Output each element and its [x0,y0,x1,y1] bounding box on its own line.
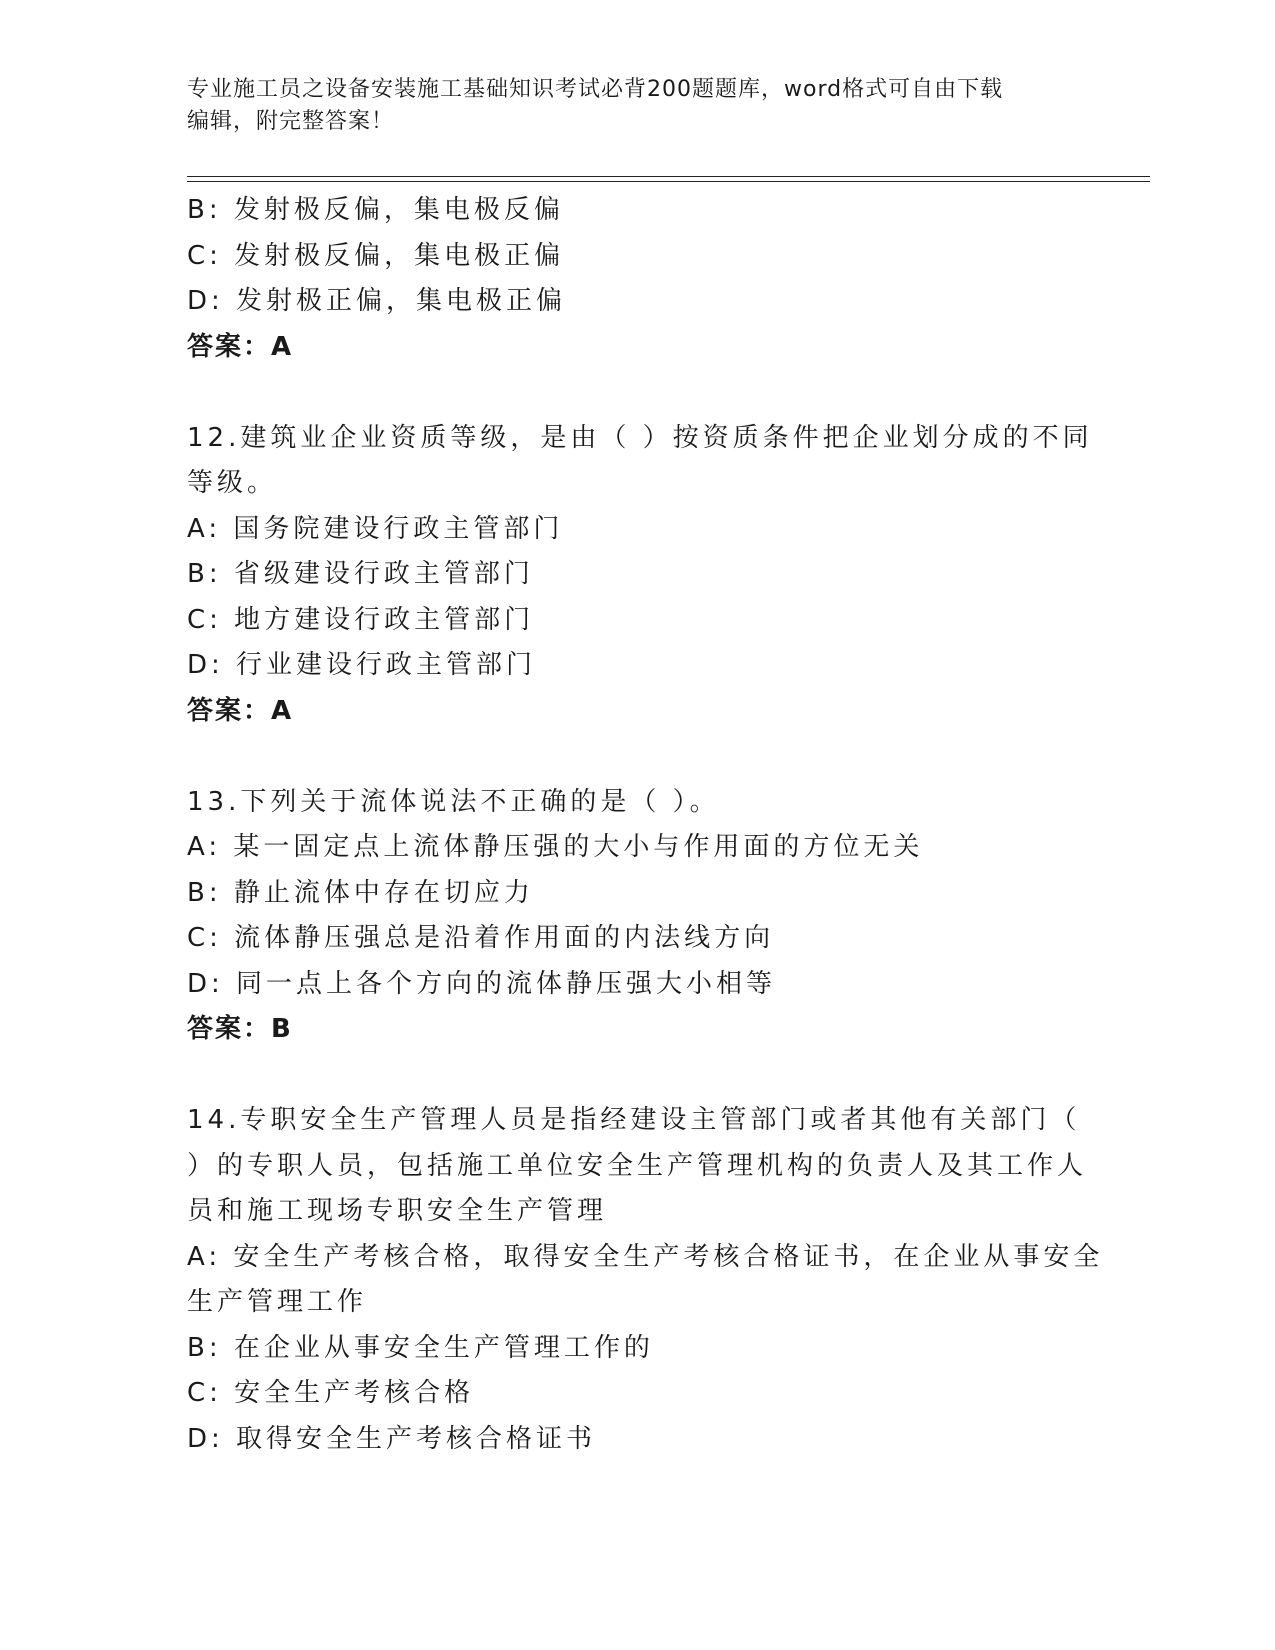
question-stem: 员和施工现场专职安全生产管理 [187,1196,608,1226]
option-c: C: 地方建设行政主管部门 [187,604,535,635]
question-13 [187,780,1087,1053]
option-c: C: 流体静压强总是沿着作用面的内法线方向 [187,923,775,953]
header-divider-bottom [187,181,1150,182]
option-d: D: 行业建设行政主管部门 [187,650,537,680]
option-b: B: 在企业从事安全生产管理工作的 [187,1332,654,1363]
header-title-line-1: 专业施工员之设备安装施工基础知识考试必背200题题库，word格式可自由下载 [187,77,1004,102]
header-title-line-2: 编辑，附完整答案！ [187,109,395,134]
question-stem: 12.建筑业企业资质等级，是由（ ）按资质条件把企业划分成的不同 [187,422,1093,453]
question-12 [187,416,1093,735]
question-stem: 等级。 [187,468,278,498]
question-stem: 14.专职安全生产管理人员是指经建设主管部门或者其他有关部门（ [187,1105,1081,1135]
question-11 [187,188,1087,370]
option-a: A: 安全生产考核合格，取得安全生产考核合格证书，在企业从事安全 [187,1241,1104,1272]
document-header [187,74,1067,138]
question-stem: 13.下列关于流体说法不正确的是（ ）。 [187,786,720,817]
option-a-continued: 生产管理工作 [187,1287,368,1317]
option-b: B: 发射极反偏，集电极反偏 [187,195,564,225]
question-14 [187,1098,1104,1462]
option-b: B: 静止流体中存在切应力 [187,877,534,908]
option-d: D: 取得安全生产考核合格证书 [187,1423,597,1454]
header-divider-top [187,176,1150,177]
option-c: C: 安全生产考核合格 [187,1378,475,1408]
option-a: A: 国务院建设行政主管部门 [187,513,564,544]
option-a: A: 某一固定点上流体静压强的大小与作用面的方位无关 [187,832,924,862]
option-d: D: 同一点上各个方向的流体静压强大小相等 [187,968,777,999]
question-stem: ）的专职人员，包括施工单位安全生产管理机构的负责人及其工作人 [187,1150,1088,1181]
option-c: C: 发射极反偏，集电极正偏 [187,240,565,271]
answer: 答案：A [187,695,294,726]
answer: 答案：A [187,331,294,362]
question-list [187,188,1104,1462]
option-b: B: 省级建设行政主管部门 [187,559,534,589]
option-d: D: 发射极正偏，集电极正偏 [187,286,567,316]
answer: 答案：B [187,1014,293,1044]
